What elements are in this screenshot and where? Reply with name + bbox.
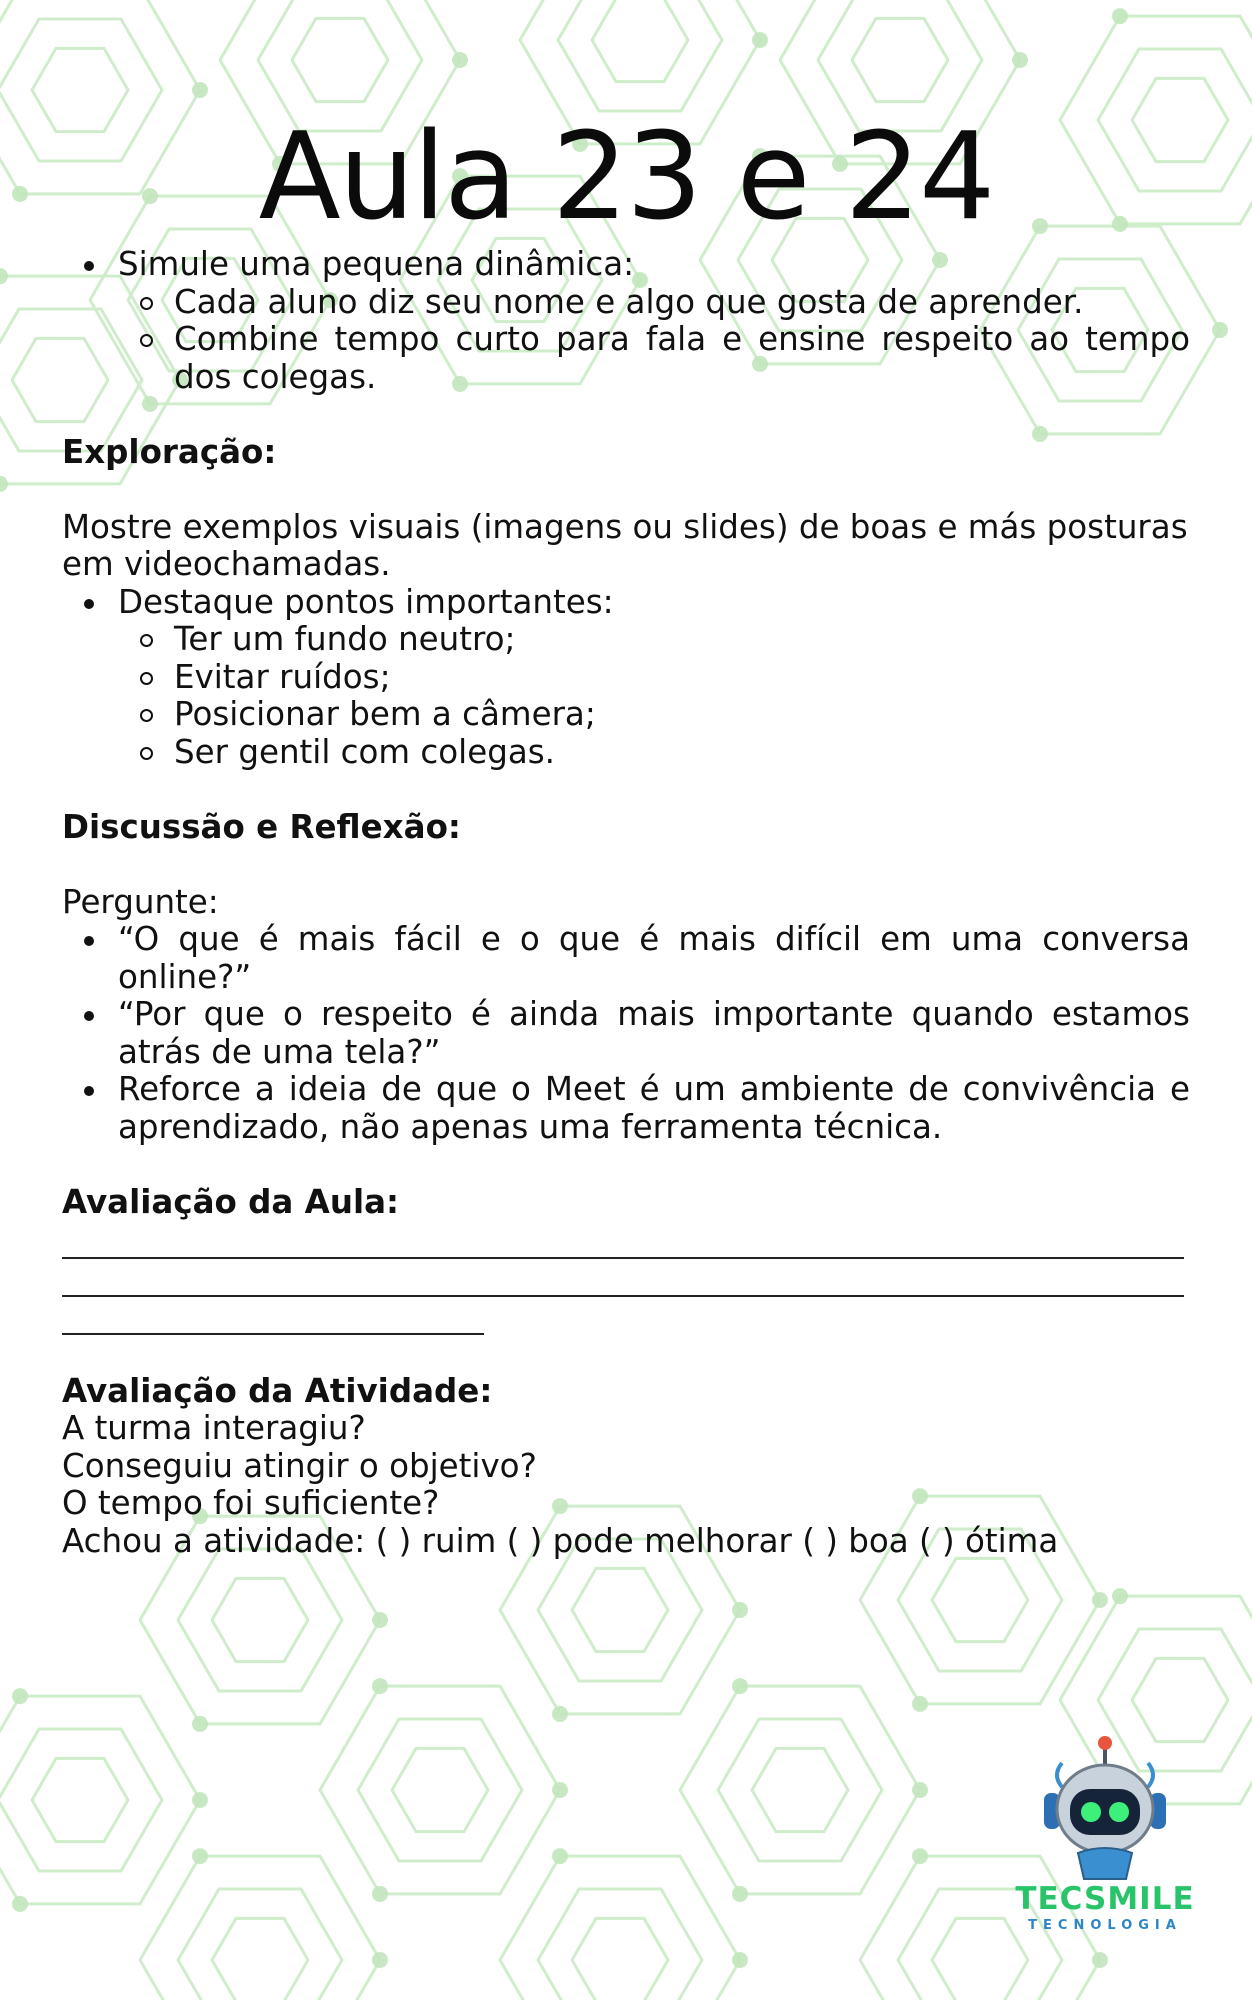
list-item: Reforce a ideia de que o Meet é um ambiente de convivência e aprendizado, não apenas uma ferramenta técnica. <box>62 1071 1190 1146</box>
sublist-item <box>118 321 1190 396</box>
logo-name: TECSMILE <box>1015 1881 1195 1917</box>
writing-line[interactable] <box>62 1259 1184 1297</box>
writing-line[interactable] <box>62 1221 1184 1259</box>
discussao-list <box>62 921 1190 1146</box>
lesson-content <box>62 246 1190 1560</box>
tecsmile-logo <box>1000 1735 1210 1935</box>
atividade-line: O tempo foi suficiente? <box>62 1484 440 1522</box>
robot-logo-icon <box>1032 1735 1178 1883</box>
list-item: “Por que o respeito é ainda mais importante quando estamos atrás de uma tela?” <box>62 996 1190 1071</box>
sublist-item: Ser gentil com colegas. <box>118 734 1190 772</box>
sublist-item: Posicionar bem a câmera; <box>118 696 1190 734</box>
list-item <box>62 584 1190 772</box>
section-heading-avaliacao-atividade: Avaliação da Atividade: <box>62 1371 493 1410</box>
evaluation-writing-lines <box>62 1221 1190 1335</box>
atividade-line: Conseguiu atingir o objetivo? <box>62 1446 537 1485</box>
section-heading-discussao: Discussão e Reflexão: <box>62 807 461 846</box>
discussao-intro: Pergunte: <box>62 882 219 921</box>
page-title: Aula 23 e 24 <box>258 108 994 248</box>
atividade-rating-line: Achou a atividade: ( ) ruim ( ) pode melhorar ( ) boa ( ) ótima <box>62 1521 1059 1560</box>
exploracao-paragraph: Mostre exemplos visuais (imagens ou slides) de boas e más posturas em videochamadas. <box>62 507 1188 583</box>
section-heading-avaliacao-aula: Avaliação da Aula: <box>62 1182 400 1221</box>
exploracao-list <box>62 584 1190 772</box>
section-heading-exploracao: Exploração: <box>62 432 277 471</box>
sublist-item-text: Combine tempo curto para fala e ensine respeito ao tempo dos colegas. <box>174 320 1190 396</box>
atividade-line: A turma interagiu? <box>62 1409 366 1447</box>
sublist-item: Cada aluno diz seu nome e algo que gosta de aprender. <box>118 284 1190 322</box>
list-item <box>62 246 1190 396</box>
exploracao-sublist <box>118 621 1190 771</box>
logo-subtitle: TECNOLOGIA <box>1028 1918 1182 1933</box>
sublist-item: Ter um fundo neutro; <box>118 621 1190 659</box>
intro-list <box>62 246 1190 396</box>
list-item: “O que é mais fácil e o que é mais difícil em uma conversa online?” <box>62 921 1190 996</box>
list-item-text: Simule uma pequena dinâmica: <box>118 245 635 283</box>
intro-sublist <box>118 284 1190 397</box>
writing-line[interactable] <box>62 1297 484 1335</box>
sublist-item: Evitar ruídos; <box>118 659 1190 697</box>
list-item-text: Destaque pontos importantes: <box>118 582 614 621</box>
